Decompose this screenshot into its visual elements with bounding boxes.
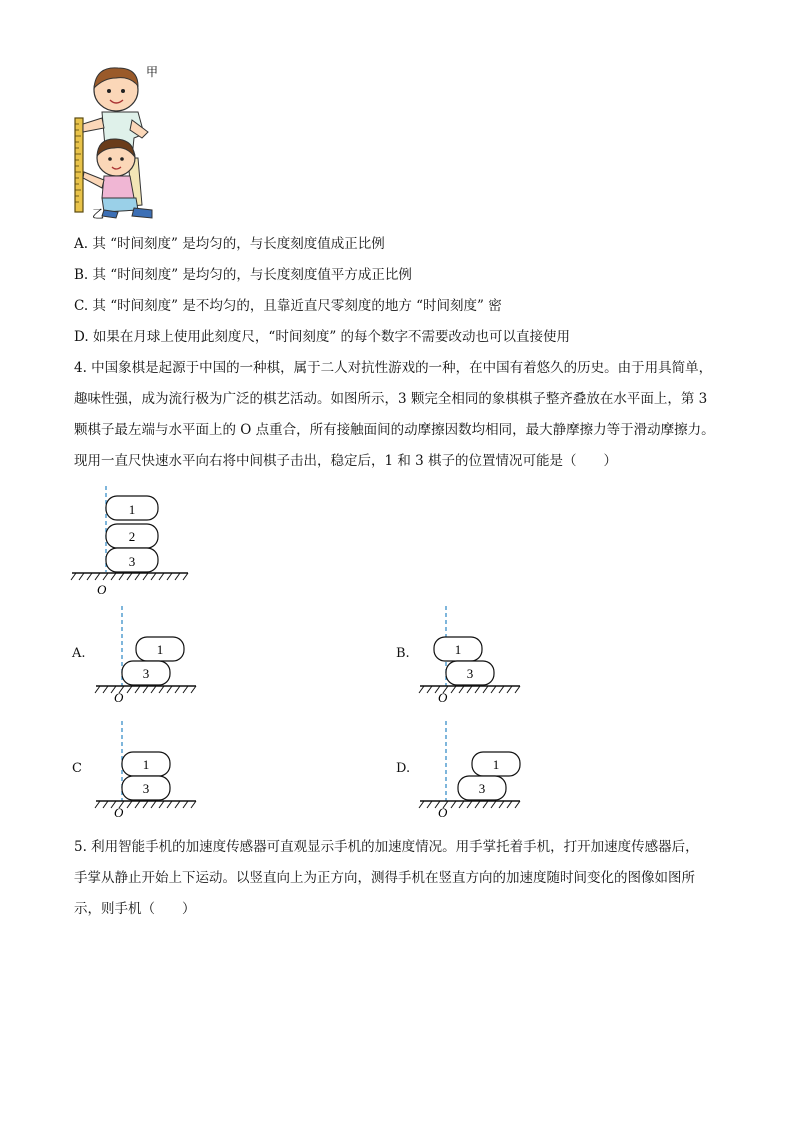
- kids-ruler-figure: [68, 60, 168, 225]
- q4-line-4: 现用一直尺快速水平向右将中间棋子击出，稳定后，1 和 3 棋子的位置情况可能是（ ）: [74, 453, 618, 469]
- q3-option-b: B. 其 “时间刻度” 是均匀的，与长度刻度值平方成正比例: [74, 267, 412, 283]
- piece-3-label: 3: [128, 554, 136, 569]
- q4-option-d-letter: D.: [396, 761, 411, 776]
- q4-d-bottom-label: 3: [478, 781, 486, 796]
- q3-option-c: C. 其 “时间刻度” 是不均匀的，且靠近直尺零刻度的地方 “时间刻度” 密: [74, 298, 502, 314]
- q4-c-bottom-label: 3: [142, 781, 150, 796]
- q4-line-2: 趣味性强，成为流行极为广泛的棋艺活动。如图所示，3 颗完全相同的象棋棋子整齐叠放在水平面上，第 3: [74, 391, 708, 407]
- q4-line-1: 4. 中国象棋是起源于中国的一种棋，属于二人对抗性游戏的一种，在中国有着悠久的历史。由于用具简单，: [74, 360, 713, 376]
- q4-option-a-letter: A.: [72, 646, 86, 661]
- q4-option-b-figure: [414, 604, 524, 704]
- q4-stack-figure: [66, 484, 196, 599]
- q5-line-1: 5. 利用智能手机的加速度传感器可直观显示手机的加速度情况。用手掌托着手机，打开加速度传感器后，: [74, 839, 699, 855]
- piece-1-label: 1: [128, 502, 136, 517]
- q4-a-bottom-label: 3: [142, 666, 150, 681]
- q4-b-bottom-label: 3: [466, 666, 474, 681]
- q4-option-d-figure: [414, 719, 524, 819]
- q4-b-o-label: O: [438, 690, 448, 704]
- q5-line-3: 示，则手机（ ）: [74, 901, 196, 917]
- kid-jia-label: 甲: [146, 65, 159, 79]
- q4-option-a-figure: [90, 604, 200, 704]
- kid-yi-label: 乙: [92, 207, 105, 221]
- q4-line-3: 颗棋子最左端与水平面上的 O 点重合，所有接触面间的动摩擦因数均相同，最大静摩擦力等于滑动摩擦力。: [74, 422, 715, 438]
- q4-option-b-letter: B.: [396, 646, 410, 661]
- q4-a-top-label: 1: [156, 642, 164, 657]
- q4-b-top-label: 1: [454, 642, 462, 657]
- q4-c-top-label: 1: [142, 757, 150, 772]
- q4-option-c-figure: [90, 719, 200, 819]
- q3-option-a: A. 其 “时间刻度” 是均匀的，与长度刻度值成正比例: [74, 236, 385, 252]
- q4-c-o-label: O: [114, 805, 124, 819]
- q4-a-o-label: O: [114, 690, 124, 704]
- q4-option-c-letter: C: [72, 761, 82, 776]
- point-o-label: O: [97, 582, 107, 597]
- q3-option-d: D. 如果在月球上使用此刻度尺，“时间刻度” 的每个数字不需要改动也可以直接使用: [74, 329, 571, 345]
- q5-line-2: 手掌从静止开始上下运动。以竖直向上为正方向，测得手机在竖直方向的加速度随时间变化的图像如图所: [74, 870, 695, 886]
- q4-d-o-label: O: [438, 805, 448, 819]
- q4-d-top-label: 1: [492, 757, 500, 772]
- piece-2-label: 2: [128, 529, 136, 544]
